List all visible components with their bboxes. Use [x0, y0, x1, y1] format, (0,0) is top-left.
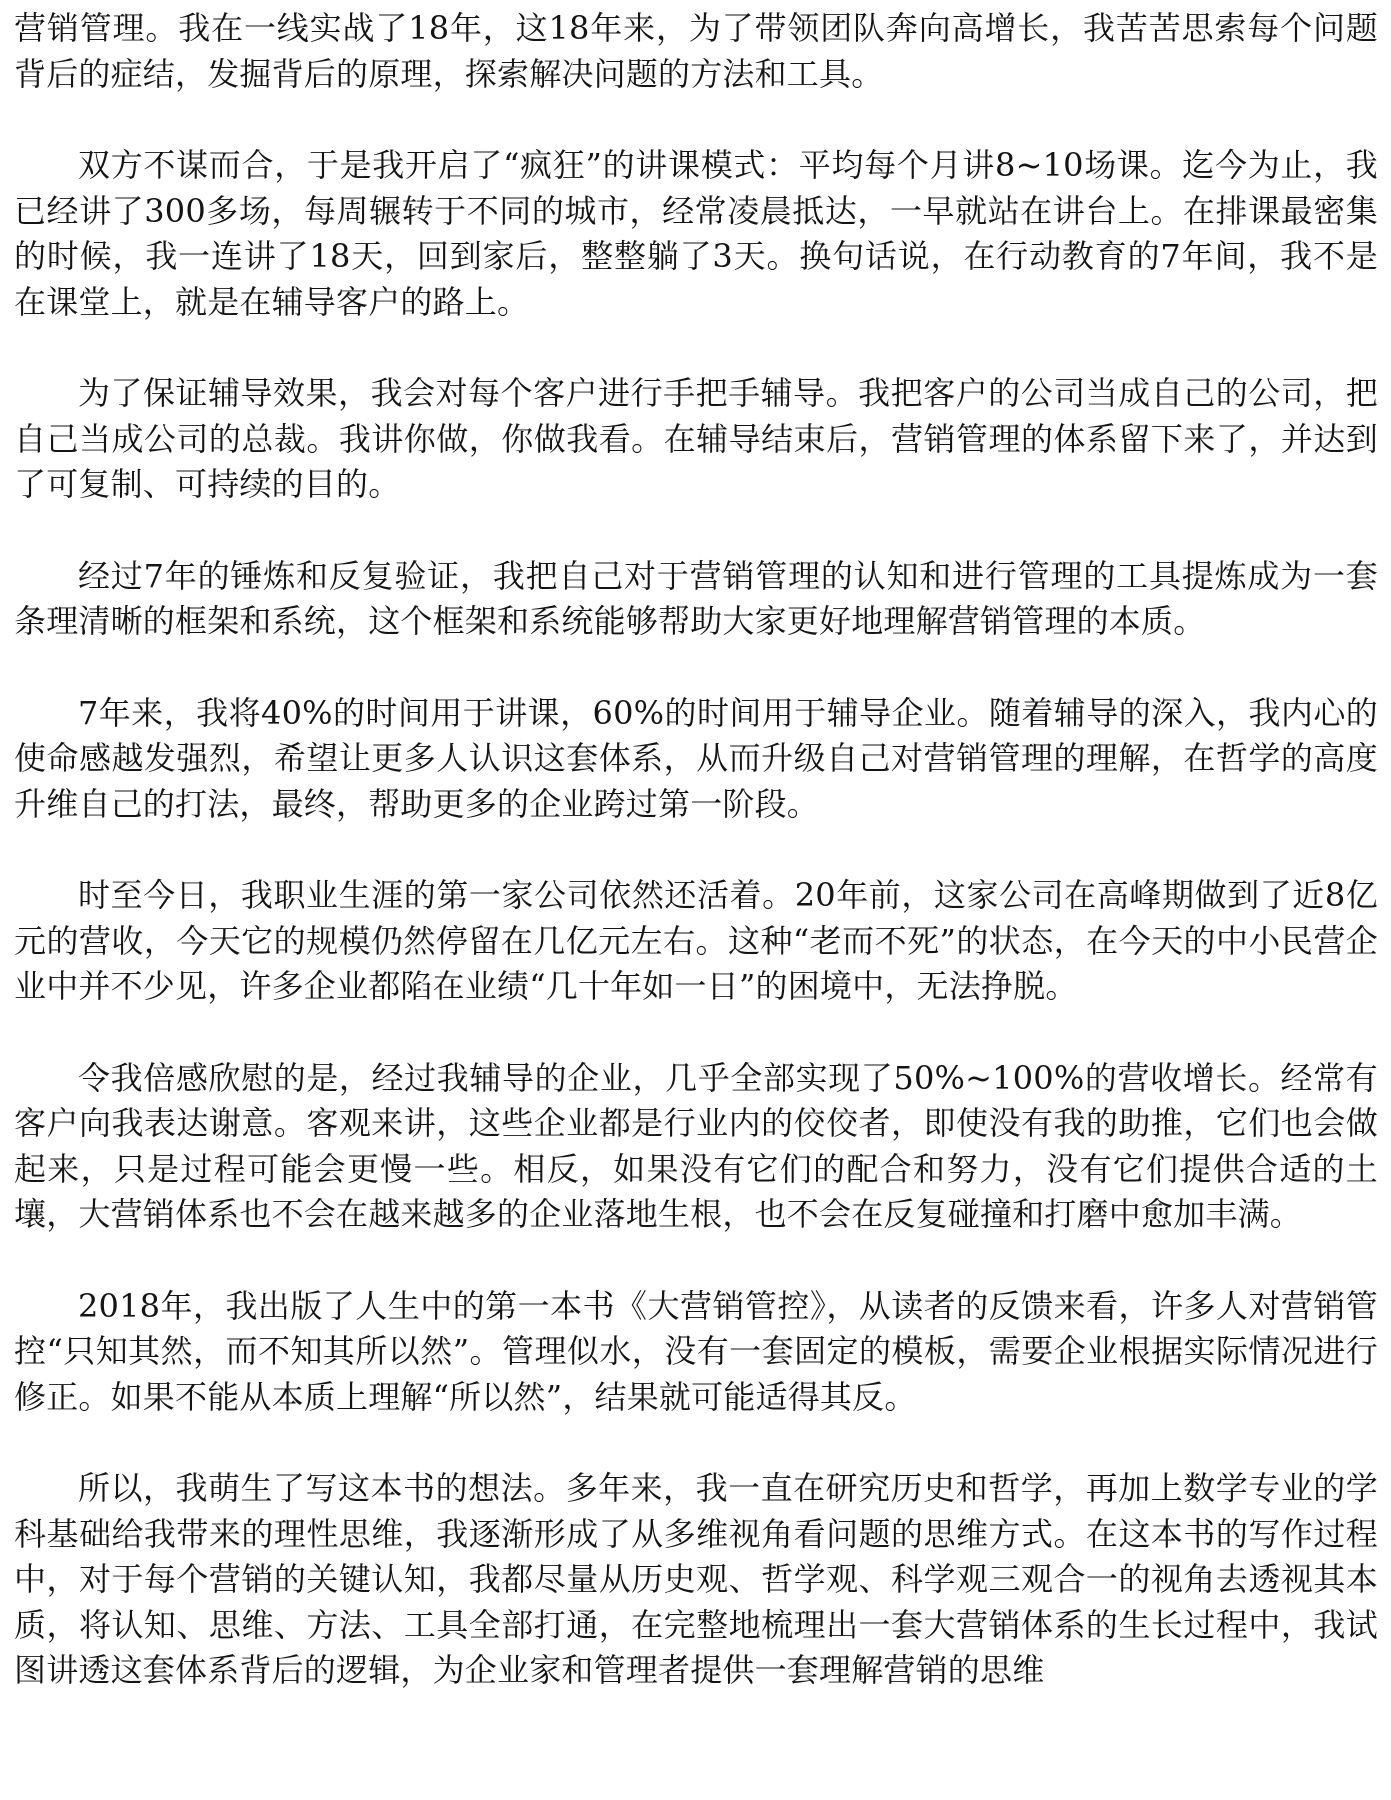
paragraph-9: 所以，我萌生了写这本书的想法。多年来，我一直在研究历史和哲学，再加上数学专业的学科基础给我带来的理性思维，我逐渐形成了从多维视角看问题的思维方式。在这本书的写作过程中，对于每个营销的关键认知，我都尽量从历史观、哲学观、科学观三观合一的视角去透视其本质，将认知、思维、方法、工具全部打通，在完整地梳理出一套大营销体系的生长过程中，我试图讲透这套体系背后的逻辑，为企业家和管理者提供一套理解营销的思维 — [14, 1469, 1378, 1689]
paragraph-1: 营销管理。我在一线实战了18年，这18年来，为了带领团队奔向高增长，我苦苦思索每个问题背后的症结，发掘背后的原理，探索解决问题的方法和工具。 — [14, 9, 1378, 93]
paragraph-5: 7年来，我将40%的时间用于讲课，60%的时间用于辅导企业。随着辅导的深入，我内心的使命感越发强烈，希望让更多人认识这套体系，从而升级自己对营销管理的理解，在哲学的高度升维自己的打法，最终，帮助更多的企业跨过第一阶段。 — [14, 693, 1378, 823]
paragraph-7: 令我倍感欣慰的是，经过我辅导的企业，几乎全部实现了50%~100%的营收增长。经常有客户向我表达谢意。客观来讲，这些企业都是行业内的佼佼者，即使没有我的助推，它们也会做起来，只是过程可能会更慢一些。相反，如果没有它们的配合和努力，没有它们提供合适的土壤，大营销体系也不会在越来越多的企业落地生根，也不会在反复碰撞和打磨中愈加丰满。 — [14, 1058, 1378, 1233]
paragraph-8: 2018年，我出版了人生中的第一本书《大营销管控》，从读者的反馈来看，许多人对营销管控“只知其然，而不知其所以然”。管理似水，没有一套固定的模板，需要企业根据实际情况进行修正。如果不能从本质上理解“所以然”，结果就可能适得其反。 — [14, 1286, 1378, 1416]
paragraph-3: 为了保证辅导效果，我会对每个客户进行手把手辅导。我把客户的公司当成自己的公司，把自己当成公司的总裁。我讲你做，你做我看。在辅导结束后，营销管理的体系留下来了，并达到了可复制、可持续的目的。 — [14, 374, 1378, 503]
paragraph-4: 经过7年的锤炼和反复验证，我把自己对于营销管理的认知和进行管理的工具提炼成为一套条理清晰的框架和系统，这个框架和系统能够帮助大家更好地理解营销管理的本质。 — [14, 556, 1378, 640]
paragraph-2: 双方不谋而合，于是我开启了“疯狂”的讲课模式：平均每个月讲8~10场课。迄今为止，我已经讲了300多场，每周辗转于不同的城市，经常凌晨抵达，一早就站在讲台上。在排课最密集的时候，我一连讲了18天，回到家后，整整躺了3天。换句话说，在行动教育的7年间，我不是在课堂上，就是在辅导客户的路上。 — [14, 146, 1378, 321]
paragraph-6: 时至今日，我职业生涯的第一家公司依然还活着。20年前，这家公司在高峰期做到了近8亿元的营收，今天它的规模仍然停留在几亿元左右。这种“老而不死”的状态，在今天的中小民营企业中并不少见，许多企业都陷在业绩“几十年如一日”的困境中，无法挣脱。 — [14, 876, 1378, 1005]
